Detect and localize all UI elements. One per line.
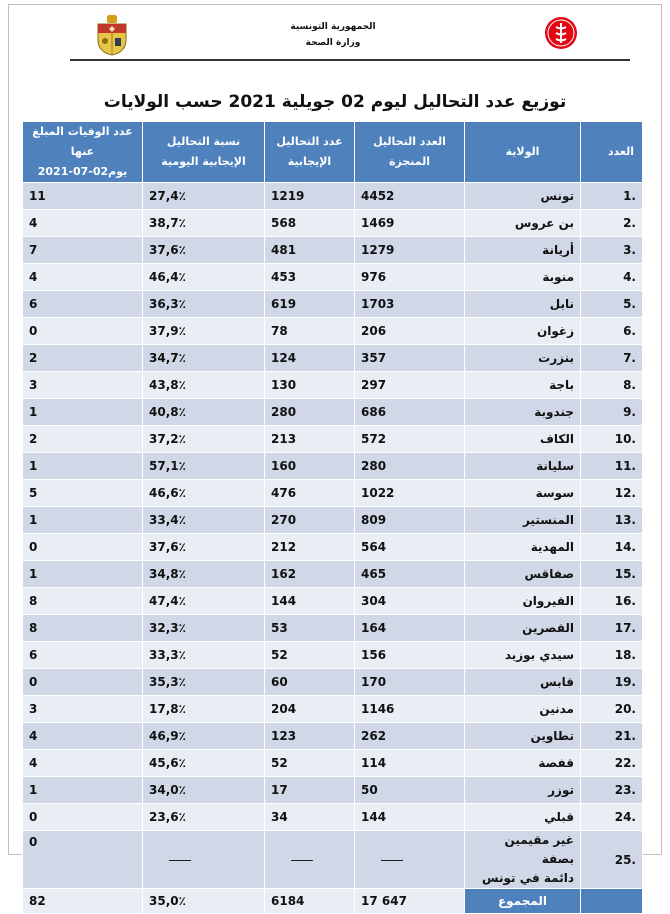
cell-governorate: الكاف (465, 426, 581, 453)
table-row (23, 210, 643, 237)
cell-rate: 46,6٪ (143, 480, 265, 507)
cell-index: 17. (581, 615, 643, 642)
header-deaths-line1: عدد الوفيات المبلغ عنها (32, 125, 133, 158)
cell-index: 6. (581, 318, 643, 345)
cell-index: 1. (581, 183, 643, 210)
cell-tests: 170 (355, 669, 465, 696)
cell-total-deaths: 82 (23, 889, 143, 914)
cell-index: 8. (581, 372, 643, 399)
cell-rate: 33,4٪ (143, 507, 265, 534)
cell-index: 15. (581, 561, 643, 588)
cell-tests: 144 (355, 804, 465, 831)
cell-tests: 1469 (355, 210, 465, 237)
cell-positives: 60 (265, 669, 355, 696)
cell-deaths: 8 (23, 588, 143, 615)
table-row (23, 399, 643, 426)
cell-deaths: 0 (23, 534, 143, 561)
cell-rate: 37,6٪ (143, 237, 265, 264)
table-body (23, 183, 643, 914)
cell-deaths: 0 (23, 669, 143, 696)
cell-positives: 78 (265, 318, 355, 345)
table-row (23, 372, 643, 399)
cell-governorate: القصرين (465, 615, 581, 642)
cell-tests: 564 (355, 534, 465, 561)
governorate-tests-table (22, 121, 643, 914)
page-title: توزيع عدد التحاليل ليوم 02 جويلية 2021 حسب الولايات (103, 92, 567, 112)
cell-governorate: المهدية (465, 534, 581, 561)
cell-index: 13. (581, 507, 643, 534)
cell-governorate: قابس (465, 669, 581, 696)
cell-deaths: 1 (23, 561, 143, 588)
header-deaths (23, 122, 143, 183)
cell-index: 16. (581, 588, 643, 615)
cell-tests: 280 (355, 453, 465, 480)
cell-rate: 46,4٪ (143, 264, 265, 291)
cell-deaths: 0 (23, 318, 143, 345)
cell-index: 18. (581, 642, 643, 669)
cell-index: 19. (581, 669, 643, 696)
cell-deaths: 4 (23, 210, 143, 237)
cell-index: 3. (581, 237, 643, 264)
cell-deaths: 4 (23, 750, 143, 777)
cell-rate: 34,0٪ (143, 777, 265, 804)
cell-rate: 37,6٪ (143, 534, 265, 561)
header-positive-rate: نسبة التحاليل الإيجابية اليومية (143, 122, 265, 183)
cell-tests: 304 (355, 588, 465, 615)
cell-tests: 357 (355, 345, 465, 372)
cell-governorate: القيروان (465, 588, 581, 615)
table-row (23, 561, 643, 588)
table-row (23, 480, 643, 507)
cell-positives: 476 (265, 480, 355, 507)
nonresident-line2: دائمة في تونس (482, 871, 574, 885)
table-row (23, 696, 643, 723)
cell-governorate: المنستير (465, 507, 581, 534)
cell-governorate: منوبة (465, 264, 581, 291)
cell-governorate: سليانة (465, 453, 581, 480)
cell-deaths: 8 (23, 615, 143, 642)
republic-label: الجمهورية التونسية (290, 22, 376, 32)
cell-rate: 23,6٪ (143, 804, 265, 831)
table-row (23, 669, 643, 696)
cell-positives-empty (265, 831, 355, 889)
dash-mark (291, 860, 313, 861)
cell-rate: 45,6٪ (143, 750, 265, 777)
cell-governorate: بن عروس (465, 210, 581, 237)
cell-rate: 36,3٪ (143, 291, 265, 318)
cell-index: 20. (581, 696, 643, 723)
table-row (23, 804, 643, 831)
cell-total-index-empty (581, 889, 643, 914)
cell-rate: 47,4٪ (143, 588, 265, 615)
cell-positives: 53 (265, 615, 355, 642)
cell-rate: 17,8٪ (143, 696, 265, 723)
table-row (23, 750, 643, 777)
cell-governorate: زغوان (465, 318, 581, 345)
cell-index: 14. (581, 534, 643, 561)
cell-index: 24. (581, 804, 643, 831)
cell-positives: 144 (265, 588, 355, 615)
cell-governorate: تونس (465, 183, 581, 210)
table-row (23, 777, 643, 804)
table-row (23, 615, 643, 642)
cell-tests-empty (355, 831, 465, 889)
cell-index: 4. (581, 264, 643, 291)
cell-positives: 124 (265, 345, 355, 372)
cell-rate-empty (143, 831, 265, 889)
cell-deaths: 2 (23, 426, 143, 453)
header-positive-tests: عدد التحاليل الإيجابية (265, 122, 355, 183)
cell-index: 2. (581, 210, 643, 237)
cell-deaths: 1 (23, 399, 143, 426)
table-row (23, 426, 643, 453)
cell-deaths: 6 (23, 291, 143, 318)
cell-positives: 213 (265, 426, 355, 453)
cell-governorate: بنزرت (465, 345, 581, 372)
cell-positives: 17 (265, 777, 355, 804)
nonresident-line1: غير مقيمين بصفة (504, 833, 574, 866)
cell-total-rate: 35,0٪ (143, 889, 265, 914)
cell-governorate: أريانة (465, 237, 581, 264)
cell-governorate: نابل (465, 291, 581, 318)
cell-positives: 52 (265, 642, 355, 669)
table-row (23, 642, 643, 669)
dash-mark (381, 860, 403, 861)
table-header-row (23, 122, 643, 183)
cell-rate: 27,4٪ (143, 183, 265, 210)
cell-rate: 38,7٪ (143, 210, 265, 237)
cell-tests: 297 (355, 372, 465, 399)
cell-positives: 270 (265, 507, 355, 534)
cell-governorate: تطاوين (465, 723, 581, 750)
cell-governorate: جندوبة (465, 399, 581, 426)
ministry-of-health-logo-icon (544, 16, 578, 50)
cell-total-label: المجموع (465, 889, 581, 914)
cell-deaths: 0 (23, 831, 143, 889)
cell-tests: 686 (355, 399, 465, 426)
cell-governorate: باجة (465, 372, 581, 399)
cell-tests: 164 (355, 615, 465, 642)
table-row-nonresident (23, 831, 643, 889)
tunisia-coat-of-arms-icon (92, 14, 132, 56)
cell-deaths: 1 (23, 777, 143, 804)
cell-rate: 37,2٪ (143, 426, 265, 453)
cell-deaths: 2 (23, 345, 143, 372)
cell-tests: 156 (355, 642, 465, 669)
cell-positives: 34 (265, 804, 355, 831)
cell-positives: 568 (265, 210, 355, 237)
cell-governorate: قبلي (465, 804, 581, 831)
table-row (23, 723, 643, 750)
cell-positives: 204 (265, 696, 355, 723)
table-row (23, 345, 643, 372)
cell-index: 22. (581, 750, 643, 777)
cell-positives: 280 (265, 399, 355, 426)
cell-tests: 976 (355, 264, 465, 291)
cell-positives: 481 (265, 237, 355, 264)
cell-tests: 262 (355, 723, 465, 750)
cell-index: 12. (581, 480, 643, 507)
table-row (23, 534, 643, 561)
cell-rate: 57,1٪ (143, 453, 265, 480)
ministry-label: وزارة الصحة (305, 38, 361, 48)
cell-rate: 46,9٪ (143, 723, 265, 750)
cell-positives: 1219 (265, 183, 355, 210)
cell-deaths: 1 (23, 453, 143, 480)
cell-index: 7. (581, 345, 643, 372)
cell-deaths: 7 (23, 237, 143, 264)
cell-total-positives: 6184 (265, 889, 355, 914)
cell-tests: 1022 (355, 480, 465, 507)
cell-index: 23. (581, 777, 643, 804)
table-row (23, 507, 643, 534)
cell-index: 9. (581, 399, 643, 426)
cell-rate: 35,3٪ (143, 669, 265, 696)
cell-tests: 4452 (355, 183, 465, 210)
cell-rate: 43,8٪ (143, 372, 265, 399)
cell-index: 11. (581, 453, 643, 480)
header-tests-done: العدد التحاليل المنجزة (355, 122, 465, 183)
cell-tests: 50 (355, 777, 465, 804)
table-row (23, 291, 643, 318)
header-deaths-line2: يوم02-07-2021 (37, 165, 128, 178)
cell-deaths: 6 (23, 642, 143, 669)
cell-rate: 32,3٪ (143, 615, 265, 642)
cell-index: 5. (581, 291, 643, 318)
cell-index: 10. (581, 426, 643, 453)
cell-deaths: 0 (23, 804, 143, 831)
cell-governorate: سوسة (465, 480, 581, 507)
cell-governorate: قفصة (465, 750, 581, 777)
table-row (23, 453, 643, 480)
cell-positives: 212 (265, 534, 355, 561)
cell-deaths: 3 (23, 696, 143, 723)
cell-positives: 123 (265, 723, 355, 750)
cell-deaths: 4 (23, 723, 143, 750)
cell-governorate: توزر (465, 777, 581, 804)
cell-tests: 465 (355, 561, 465, 588)
cell-positives: 619 (265, 291, 355, 318)
cell-tests: 572 (355, 426, 465, 453)
cell-tests: 809 (355, 507, 465, 534)
cell-tests: 1146 (355, 696, 465, 723)
cell-governorate: سيدي بوزيد (465, 642, 581, 669)
cell-positives: 160 (265, 453, 355, 480)
cell-index: 21. (581, 723, 643, 750)
cell-deaths: 5 (23, 480, 143, 507)
cell-deaths: 3 (23, 372, 143, 399)
cell-deaths: 1 (23, 507, 143, 534)
cell-tests: 1279 (355, 237, 465, 264)
cell-rate: 34,8٪ (143, 561, 265, 588)
cell-tests: 114 (355, 750, 465, 777)
header-governorate: الولاية (465, 122, 581, 183)
cell-total-tests: 17 647 (355, 889, 465, 914)
cell-governorate (465, 831, 581, 889)
table-row (23, 318, 643, 345)
cell-deaths: 11 (23, 183, 143, 210)
cell-tests: 1703 (355, 291, 465, 318)
cell-rate: 33,3٪ (143, 642, 265, 669)
cell-governorate: صفاقس (465, 561, 581, 588)
cell-index: 25. (581, 831, 643, 889)
table-row (23, 183, 643, 210)
header-divider (70, 59, 630, 61)
table-row (23, 264, 643, 291)
cell-positives: 453 (265, 264, 355, 291)
table-row (23, 237, 643, 264)
table-row (23, 588, 643, 615)
header-index: العدد (581, 122, 643, 183)
cell-positives: 52 (265, 750, 355, 777)
dash-mark (169, 860, 191, 861)
cell-deaths: 4 (23, 264, 143, 291)
cell-positives: 130 (265, 372, 355, 399)
cell-rate: 34,7٪ (143, 345, 265, 372)
cell-positives: 162 (265, 561, 355, 588)
cell-rate: 40,8٪ (143, 399, 265, 426)
cell-governorate: مدنين (465, 696, 581, 723)
cell-tests: 206 (355, 318, 465, 345)
cell-rate: 37,9٪ (143, 318, 265, 345)
table-row-total (23, 889, 643, 914)
